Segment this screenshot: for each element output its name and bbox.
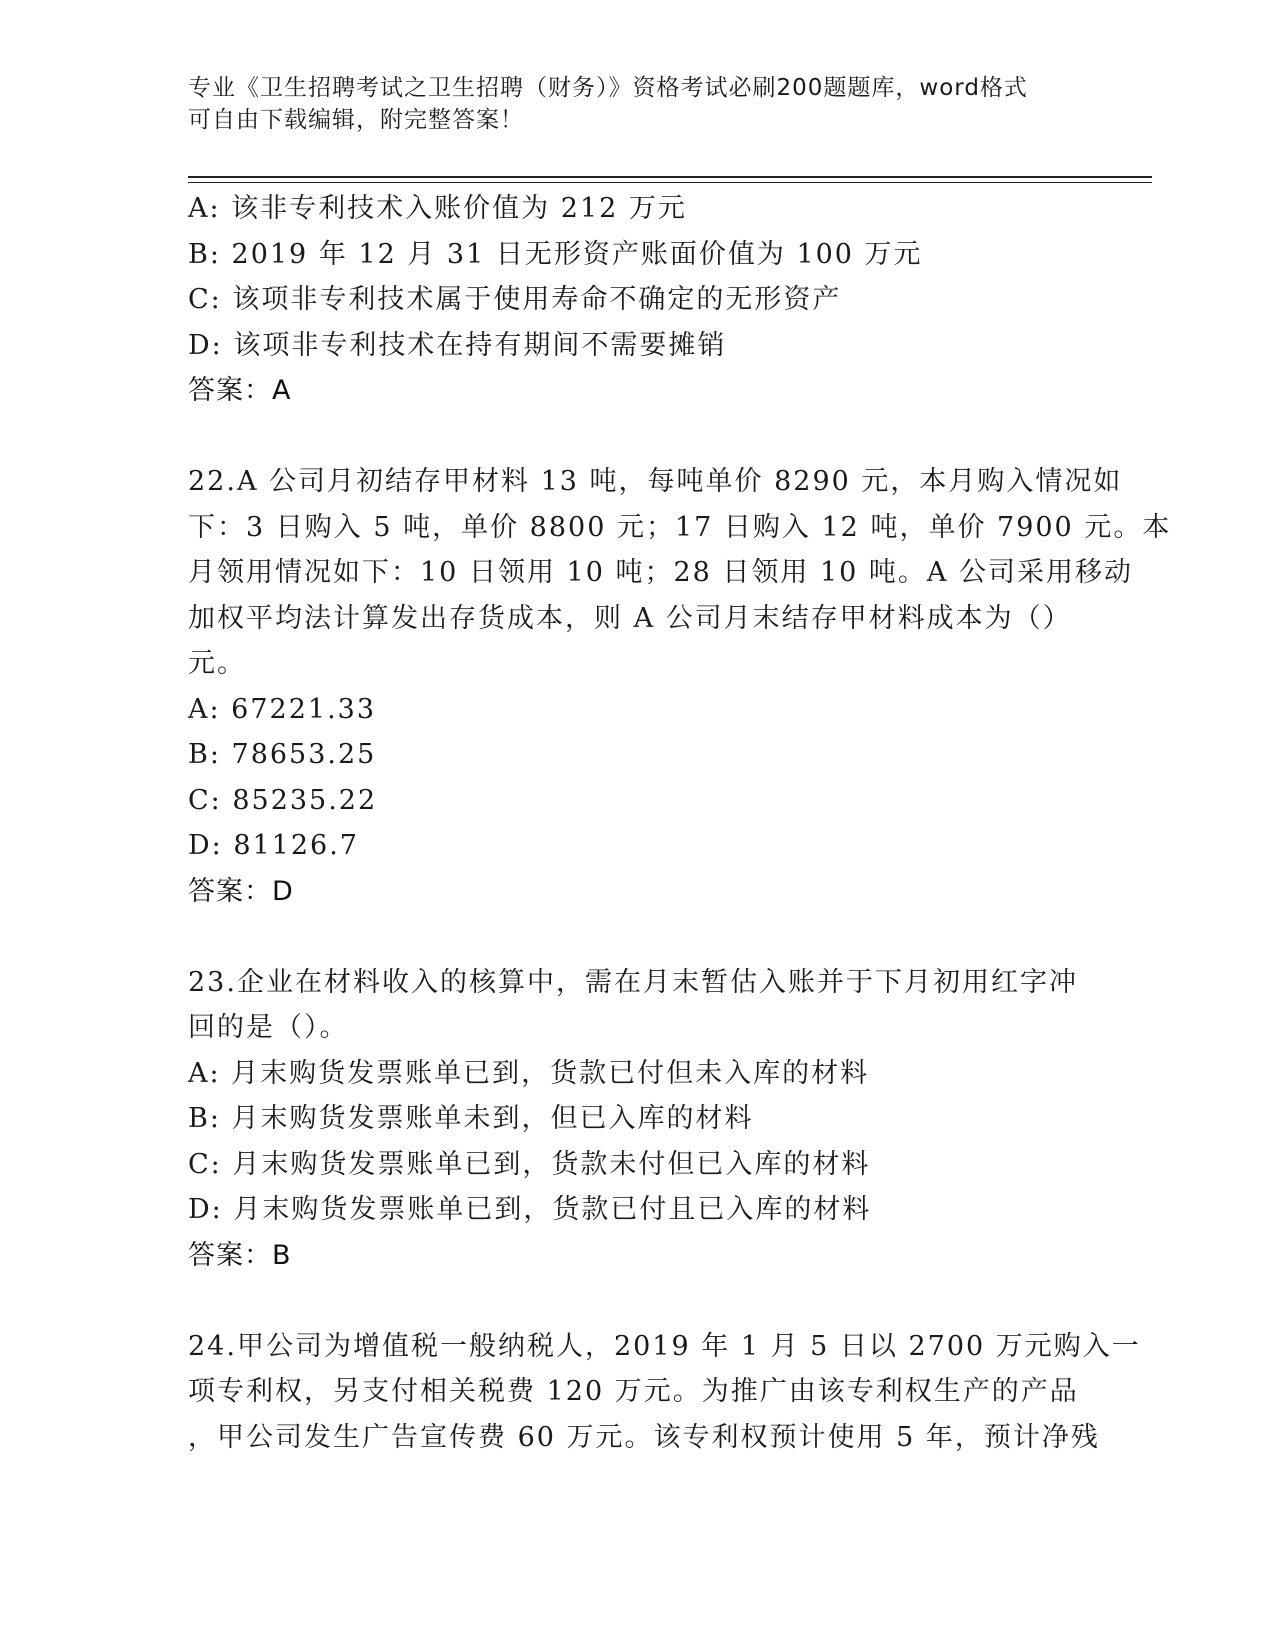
question-text-line: ，甲公司发生广告宣传费 60 万元。该专利权预计使用 5 年，预计净残	[188, 1421, 1100, 1453]
question-text-line: 23.企业在材料收入的核算中，需在月末暂估入账并于下月初用红字冲	[188, 966, 1078, 998]
option-d: D: 81126.7	[188, 830, 359, 861]
spacer	[188, 414, 1078, 460]
question-text-line: 项专利权，另支付相关税费 120 万元。为推广由该专利权生产的产品	[188, 1376, 1079, 1407]
header-rule-thin	[188, 182, 1152, 183]
option-c: C: 85235.22	[188, 784, 378, 816]
header-rule-thick	[188, 176, 1152, 178]
option-d: D: 月末购货发票账单已到，货款已付且已入库的材料	[188, 1194, 872, 1225]
option-b: B: 2019 年 12 月 31 日无形资产账面价值为 100 万元	[188, 238, 923, 270]
header-line-2: 可自由下载编辑，附完整答案！	[188, 107, 524, 133]
document-header	[188, 72, 1088, 136]
question-24	[188, 1324, 1141, 1461]
question-text-line: 加权平均法计算发出存货成本，则 A 公司月末结存甲材料成本为（）	[188, 602, 1072, 634]
option-b: B: 78653.25	[188, 739, 377, 770]
question-text-line: 22.A 公司月初结存甲材料 13 吨，每吨单价 8290 元，本月购入情况如	[188, 466, 1123, 497]
spacer	[188, 1278, 1078, 1324]
option-d: D: 该项非专利技术在持有期间不需要摊销	[188, 329, 727, 361]
option-c: C: 该项非专利技术属于使用寿命不确定的无形资产	[188, 284, 842, 315]
question-22	[188, 459, 1172, 914]
question-text-line: 回的是（）。	[188, 1012, 349, 1043]
question-text-line: 元。	[188, 648, 246, 679]
question-text-line: 下：3 日购入 5 吨，单价 8800 元；17 日购入 12 吨，单价 7900 元。本	[188, 511, 1172, 543]
answer: 答案：D	[188, 875, 294, 907]
spacer	[188, 914, 1078, 960]
option-c: C: 月末购货发票账单已到，货款未付但已入库的材料	[188, 1148, 871, 1180]
question-text-line: 24.甲公司为增值税一般纳税人，2019 年 1 月 5 日以 2700 万元购入一	[188, 1330, 1141, 1362]
question-23	[188, 960, 1078, 1279]
option-b: B: 月末购货发票账单未到，但已入库的材料	[188, 1103, 754, 1134]
option-a: A: 该非专利技术入账价值为 212 万元	[188, 193, 687, 224]
option-a: A: 67221.33	[188, 693, 377, 725]
question-text-line: 月领用情况如下：10 日领用 10 吨；28 日领用 10 吨。A 公司采用移动	[188, 557, 1134, 588]
answer: 答案：A	[188, 375, 292, 406]
header-line-1: 专业《卫生招聘考试之卫生招聘（财务）》资格考试必刷200题题库，word格式	[188, 75, 1028, 101]
answer: 答案：B	[188, 1239, 292, 1271]
document-body	[188, 186, 1172, 1460]
option-a: A: 月末购货发票账单已到，货款已付但未入库的材料	[188, 1057, 870, 1089]
question-21	[188, 186, 1078, 414]
